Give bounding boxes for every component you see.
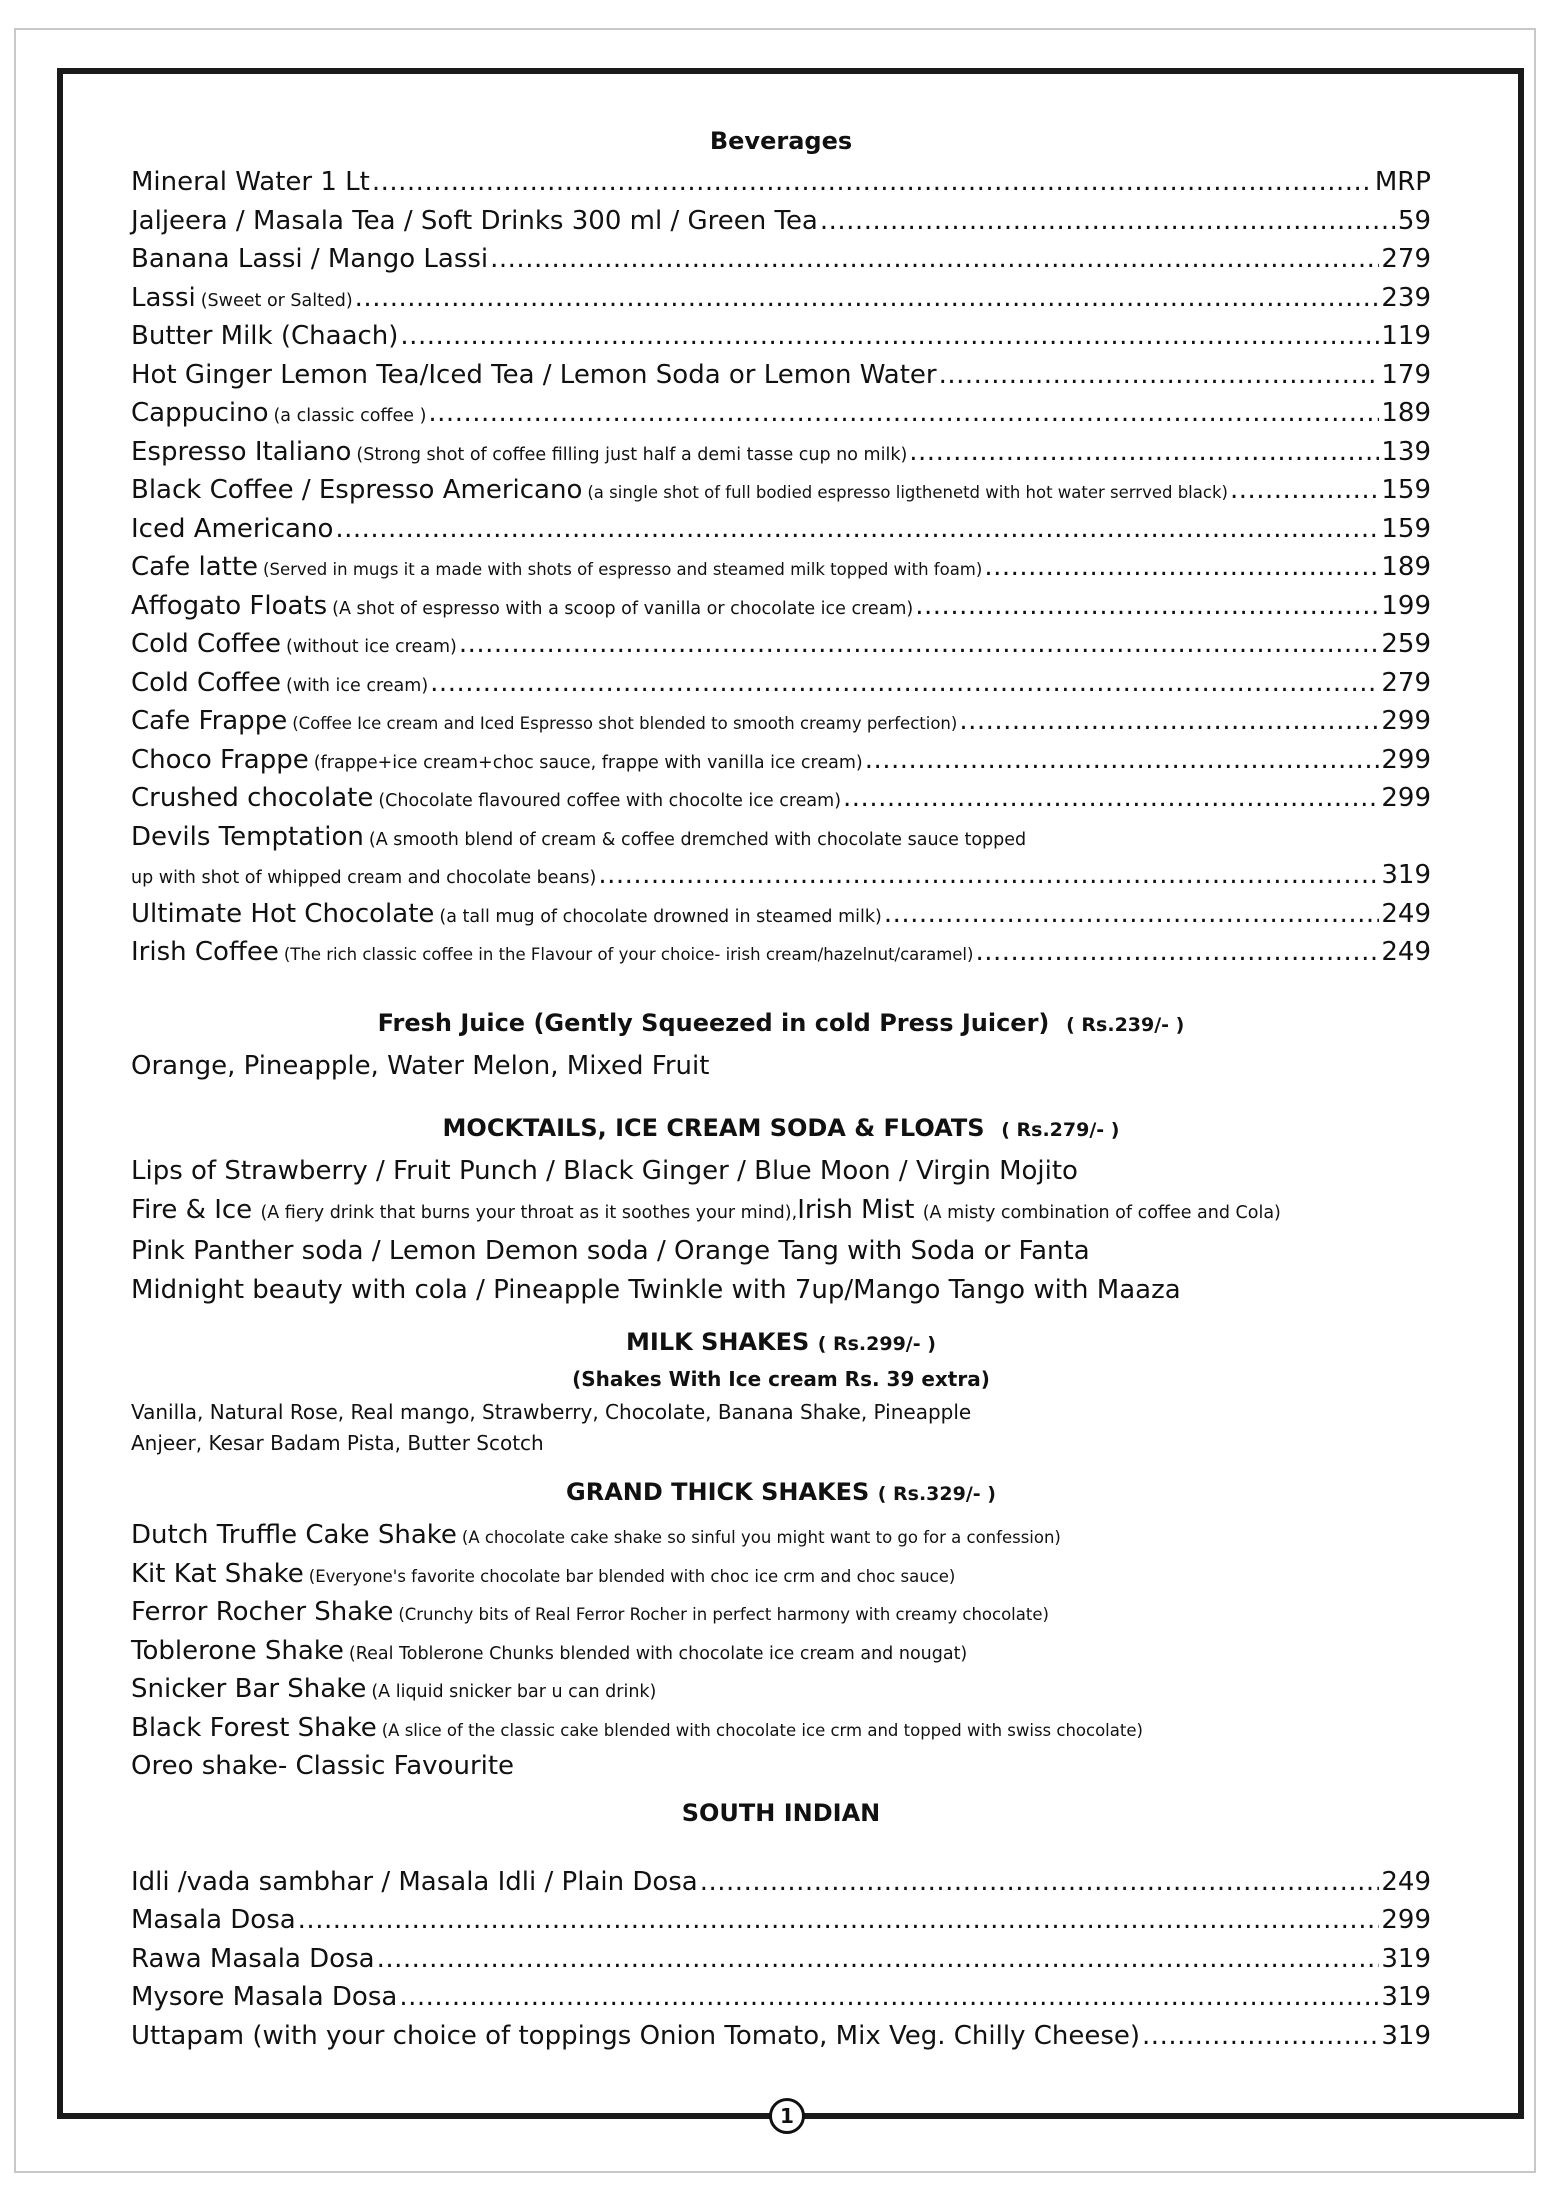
item-name: Ultimate Hot Chocolate bbox=[131, 898, 435, 929]
item-name: Cafe latte bbox=[131, 552, 259, 582]
item-description: (a classic coffee ) bbox=[273, 406, 427, 426]
menu-item bbox=[131, 1632, 1431, 1671]
item-price: 249 bbox=[1381, 937, 1431, 967]
item-price: 249 bbox=[1381, 898, 1431, 929]
item-price: 189 bbox=[1381, 552, 1431, 582]
southindian-heading: SOUTH INDIAN bbox=[681, 1798, 881, 1827]
item-description: (Served in mugs it a made with shots of espresso and steamed milk topped with foam) bbox=[263, 560, 983, 579]
item-description: (The rich classic coffee in the Flavour of your choice- irish cream/hazelnut/caramel) bbox=[283, 945, 974, 964]
leader-dots bbox=[820, 202, 1396, 241]
item-name: Jaljeera / Masala Tea / Soft Drinks 300 ml / Green Tea bbox=[131, 205, 818, 236]
leader-dots bbox=[598, 856, 1379, 895]
leader-dots bbox=[700, 1863, 1380, 1902]
item-name: Choco Frappe bbox=[131, 744, 309, 775]
southindian-list bbox=[131, 1863, 1431, 2056]
item-name: Kit Kat Shake bbox=[131, 1558, 304, 1589]
item-price: 319 bbox=[1381, 1943, 1431, 1974]
item-price: 319 bbox=[1381, 1982, 1431, 2012]
item-description-cont: up with shot of whipped cream and chocolate beans) bbox=[131, 868, 597, 888]
leader-dots bbox=[399, 1978, 1379, 2017]
leader-dots bbox=[915, 587, 1379, 626]
item-description: (A chocolate cake shake so sinful you might want to go for a confession) bbox=[461, 1528, 1061, 1547]
leader-dots bbox=[298, 1901, 1380, 1940]
menu-item bbox=[131, 933, 1431, 972]
leader-dots bbox=[865, 741, 1380, 780]
item-description: (without ice cream) bbox=[286, 637, 457, 657]
item-description: (frappe+ice cream+choc sauce, frappe with vanilla ice cream) bbox=[313, 752, 863, 773]
item-price: 159 bbox=[1381, 513, 1431, 544]
leader-dots bbox=[884, 895, 1380, 934]
leader-dots bbox=[377, 1940, 1380, 1979]
item-description: (a tall mug of chocolate drowned in steamed milk) bbox=[439, 906, 882, 927]
mocktails-heading: MOCKTAILS, ICE CREAM SODA & FLOATS ( Rs.279/- ) bbox=[442, 1114, 1120, 1142]
item-description: (A liquid snicker bar u can drink) bbox=[371, 1682, 657, 1702]
menu-item bbox=[131, 625, 1431, 664]
menu-item bbox=[131, 1978, 1431, 2017]
menu-item bbox=[131, 163, 1431, 202]
menu-item bbox=[131, 394, 1431, 433]
leader-dots bbox=[1142, 2017, 1379, 2056]
item-description: (A smooth blend of cream & coffee dremched with chocolate sauce topped bbox=[368, 829, 1027, 850]
item-name: Black Forest Shake bbox=[131, 1712, 377, 1743]
menu-item bbox=[131, 664, 1431, 703]
item-price: 119 bbox=[1381, 321, 1431, 351]
item-price: 249 bbox=[1381, 1866, 1431, 1897]
item-price: 299 bbox=[1381, 1905, 1431, 1935]
leader-dots bbox=[335, 510, 1379, 549]
leader-dots bbox=[1230, 471, 1379, 510]
item-name: Mineral Water 1 Lt bbox=[131, 167, 370, 197]
leader-dots bbox=[959, 702, 1379, 741]
item-description: (Strong shot of coffee filling just half a demi tasse cup no milk) bbox=[356, 444, 908, 465]
page-number: 1 bbox=[769, 2098, 805, 2134]
item-description: (with ice cream) bbox=[286, 675, 429, 696]
menu-item bbox=[131, 1709, 1431, 1748]
item-price: 279 bbox=[1381, 244, 1431, 274]
menu-item bbox=[131, 1670, 1431, 1709]
leader-dots bbox=[843, 779, 1379, 818]
item-name: Irish Coffee bbox=[131, 937, 279, 967]
menu-item bbox=[131, 317, 1431, 356]
mocktails-line-3: Pink Panther soda / Lemon Demon soda / Orange Tang with Soda or Fanta bbox=[131, 1236, 1090, 1266]
item-name: Lassi bbox=[131, 282, 196, 313]
item-name: Crushed chocolate bbox=[131, 783, 374, 813]
item-price: 279 bbox=[1381, 667, 1431, 698]
menu-item bbox=[131, 279, 1431, 318]
menu-item bbox=[131, 587, 1431, 626]
menu-item bbox=[131, 433, 1431, 472]
item-name: Cafe Frappe bbox=[131, 706, 288, 736]
item-name: Devils Temptation bbox=[131, 821, 364, 852]
menu-item bbox=[131, 1940, 1431, 1979]
milkshakes-line-2: Anjeer, Kesar Badam Pista, Butter Scotch bbox=[131, 1431, 544, 1455]
item-name: Espresso Italiano bbox=[131, 436, 352, 467]
item-price: 299 bbox=[1381, 783, 1431, 813]
item-price: 139 bbox=[1381, 436, 1431, 467]
item-name: Uttapam (with your choice of toppings Onion Tomato, Mix Veg. Chilly Cheese) bbox=[131, 2020, 1141, 2051]
menu-item bbox=[131, 510, 1431, 549]
menu-item bbox=[131, 1747, 1431, 1786]
item-description: (Chocolate flavoured coffee with chocolte ice cream) bbox=[378, 791, 842, 811]
leader-dots bbox=[400, 317, 1379, 356]
item-price: 199 bbox=[1381, 590, 1431, 621]
item-description: (a single shot of full bodied espresso ligthenetd with hot water serrved black) bbox=[587, 483, 1228, 502]
milkshakes-line-1: Vanilla, Natural Rose, Real mango, Strawberry, Chocolate, Banana Shake, Pineapple bbox=[131, 1400, 972, 1424]
menu-item bbox=[131, 471, 1431, 510]
leader-dots bbox=[909, 433, 1379, 472]
item-description: (Real Toblerone Chunks blended with chocolate ice cream and nougat) bbox=[348, 1643, 968, 1664]
item-price: 239 bbox=[1381, 282, 1431, 313]
mocktails-line-1: Lips of Strawberry / Fruit Punch / Black Ginger / Blue Moon / Virgin Mojito bbox=[131, 1156, 1078, 1186]
menu-item bbox=[131, 1593, 1431, 1632]
leader-dots bbox=[975, 933, 1379, 972]
item-name: Masala Dosa bbox=[131, 1905, 296, 1935]
item-price: 299 bbox=[1381, 744, 1431, 775]
item-description: (A shot of espresso with a scoop of vanilla or chocolate ice cream) bbox=[332, 598, 914, 619]
leader-dots bbox=[430, 664, 1379, 703]
menu-content bbox=[131, 126, 1431, 2055]
milkshakes-heading: MILK SHAKES ( Rs.299/- ) bbox=[626, 1328, 936, 1356]
item-price: 319 bbox=[1381, 860, 1431, 890]
menu-item bbox=[131, 1863, 1431, 1902]
mocktails-line-4: Midnight beauty with cola / Pineapple Twinkle with 7up/Mango Tango with Maaza bbox=[131, 1274, 1181, 1305]
item-price: 259 bbox=[1381, 629, 1431, 659]
item-name: Rawa Masala Dosa bbox=[131, 1943, 375, 1974]
item-name: Banana Lassi / Mango Lassi bbox=[131, 244, 489, 274]
item-name: Toblerone Shake bbox=[131, 1635, 344, 1666]
menu-item bbox=[131, 741, 1431, 780]
item-price: 179 bbox=[1381, 359, 1431, 390]
item-name: Mysore Masala Dosa bbox=[131, 1982, 398, 2012]
menu-item bbox=[131, 2017, 1431, 2056]
menu-item bbox=[131, 548, 1431, 587]
item-name: Hot Ginger Lemon Tea/Iced Tea / Lemon Soda or Lemon Water bbox=[131, 359, 937, 390]
milkshakes-subtitle: (Shakes With Ice cream Rs. 39 extra) bbox=[572, 1367, 990, 1391]
menu-item bbox=[131, 202, 1431, 241]
item-price: 59 bbox=[1397, 205, 1431, 236]
item-description: (Sweet or Salted) bbox=[200, 290, 353, 311]
item-name: Black Coffee / Espresso Americano bbox=[131, 475, 583, 505]
thickshakes-list bbox=[131, 1516, 1431, 1786]
leader-dots bbox=[355, 279, 1380, 318]
item-price: MRP bbox=[1374, 167, 1431, 197]
menu-item bbox=[131, 240, 1431, 279]
juice-heading: Fresh Juice (Gently Squeezed in cold Press Juicer) ( Rs.239/- ) bbox=[377, 1008, 1185, 1037]
item-price: 299 bbox=[1381, 706, 1431, 736]
item-description: (Everyone's favorite chocolate bar blended with choc ice crm and choc sauce) bbox=[308, 1566, 956, 1586]
leader-dots bbox=[490, 240, 1379, 279]
item-name: Cold Coffee bbox=[131, 667, 282, 698]
item-name: Dutch Truffle Cake Shake bbox=[131, 1520, 457, 1550]
leader-dots bbox=[984, 548, 1379, 587]
item-name: Affogato Floats bbox=[131, 590, 328, 621]
item-name: Iced Americano bbox=[131, 513, 334, 544]
item-name: Idli /vada sambhar / Masala Idli / Plain Dosa bbox=[131, 1866, 698, 1897]
item-name: Cold Coffee bbox=[131, 629, 282, 659]
item-name: Cappucino bbox=[131, 398, 269, 428]
leader-dots bbox=[428, 394, 1379, 433]
menu-frame bbox=[57, 68, 1524, 2119]
item-name: Ferror Rocher Shake bbox=[131, 1597, 394, 1627]
beverages-heading: Beverages bbox=[709, 127, 853, 155]
menu-item bbox=[131, 702, 1431, 741]
item-price: 319 bbox=[1381, 2020, 1431, 2051]
menu-item bbox=[131, 356, 1431, 395]
item-description: (Coffee Ice cream and Iced Espresso shot blended to smooth creamy perfection) bbox=[292, 714, 958, 733]
item-price: 159 bbox=[1381, 475, 1431, 505]
beverages-list bbox=[131, 163, 1431, 818]
menu-item bbox=[131, 1901, 1431, 1940]
item-name: Snicker Bar Shake bbox=[131, 1674, 367, 1704]
menu-item bbox=[131, 1516, 1431, 1555]
menu-item bbox=[131, 895, 1431, 934]
mocktails-line-2: Fire & Ice (A fiery drink that burns your throat as it soothes your mind),Irish Mist (A misty combination of coffee and Cola) bbox=[131, 1194, 1281, 1225]
menu-item bbox=[131, 779, 1431, 818]
item-description: (Crunchy bits of Real Ferror Rocher in perfect harmony with creamy chocolate) bbox=[398, 1605, 1049, 1624]
item-name: Butter Milk (Chaach) bbox=[131, 321, 399, 351]
item-name: Oreo shake- Classic Favourite bbox=[131, 1751, 515, 1781]
item-description: (A slice of the classic cake blended with chocolate ice crm and topped with swiss chocolate) bbox=[381, 1720, 1143, 1740]
menu-item-devils-temptation bbox=[131, 818, 1431, 857]
leader-dots bbox=[939, 356, 1380, 395]
juice-items: Orange, Pineapple, Water Melon, Mixed Fruit bbox=[131, 1050, 710, 1081]
beverages-list-2 bbox=[131, 895, 1431, 972]
menu-item-devils-temptation-cont bbox=[131, 856, 1431, 895]
item-price: 189 bbox=[1381, 398, 1431, 428]
menu-item bbox=[131, 1555, 1431, 1594]
leader-dots bbox=[459, 625, 1380, 664]
leader-dots bbox=[372, 163, 1373, 202]
thickshakes-heading: GRAND THICK SHAKES ( Rs.329/- ) bbox=[566, 1478, 996, 1506]
